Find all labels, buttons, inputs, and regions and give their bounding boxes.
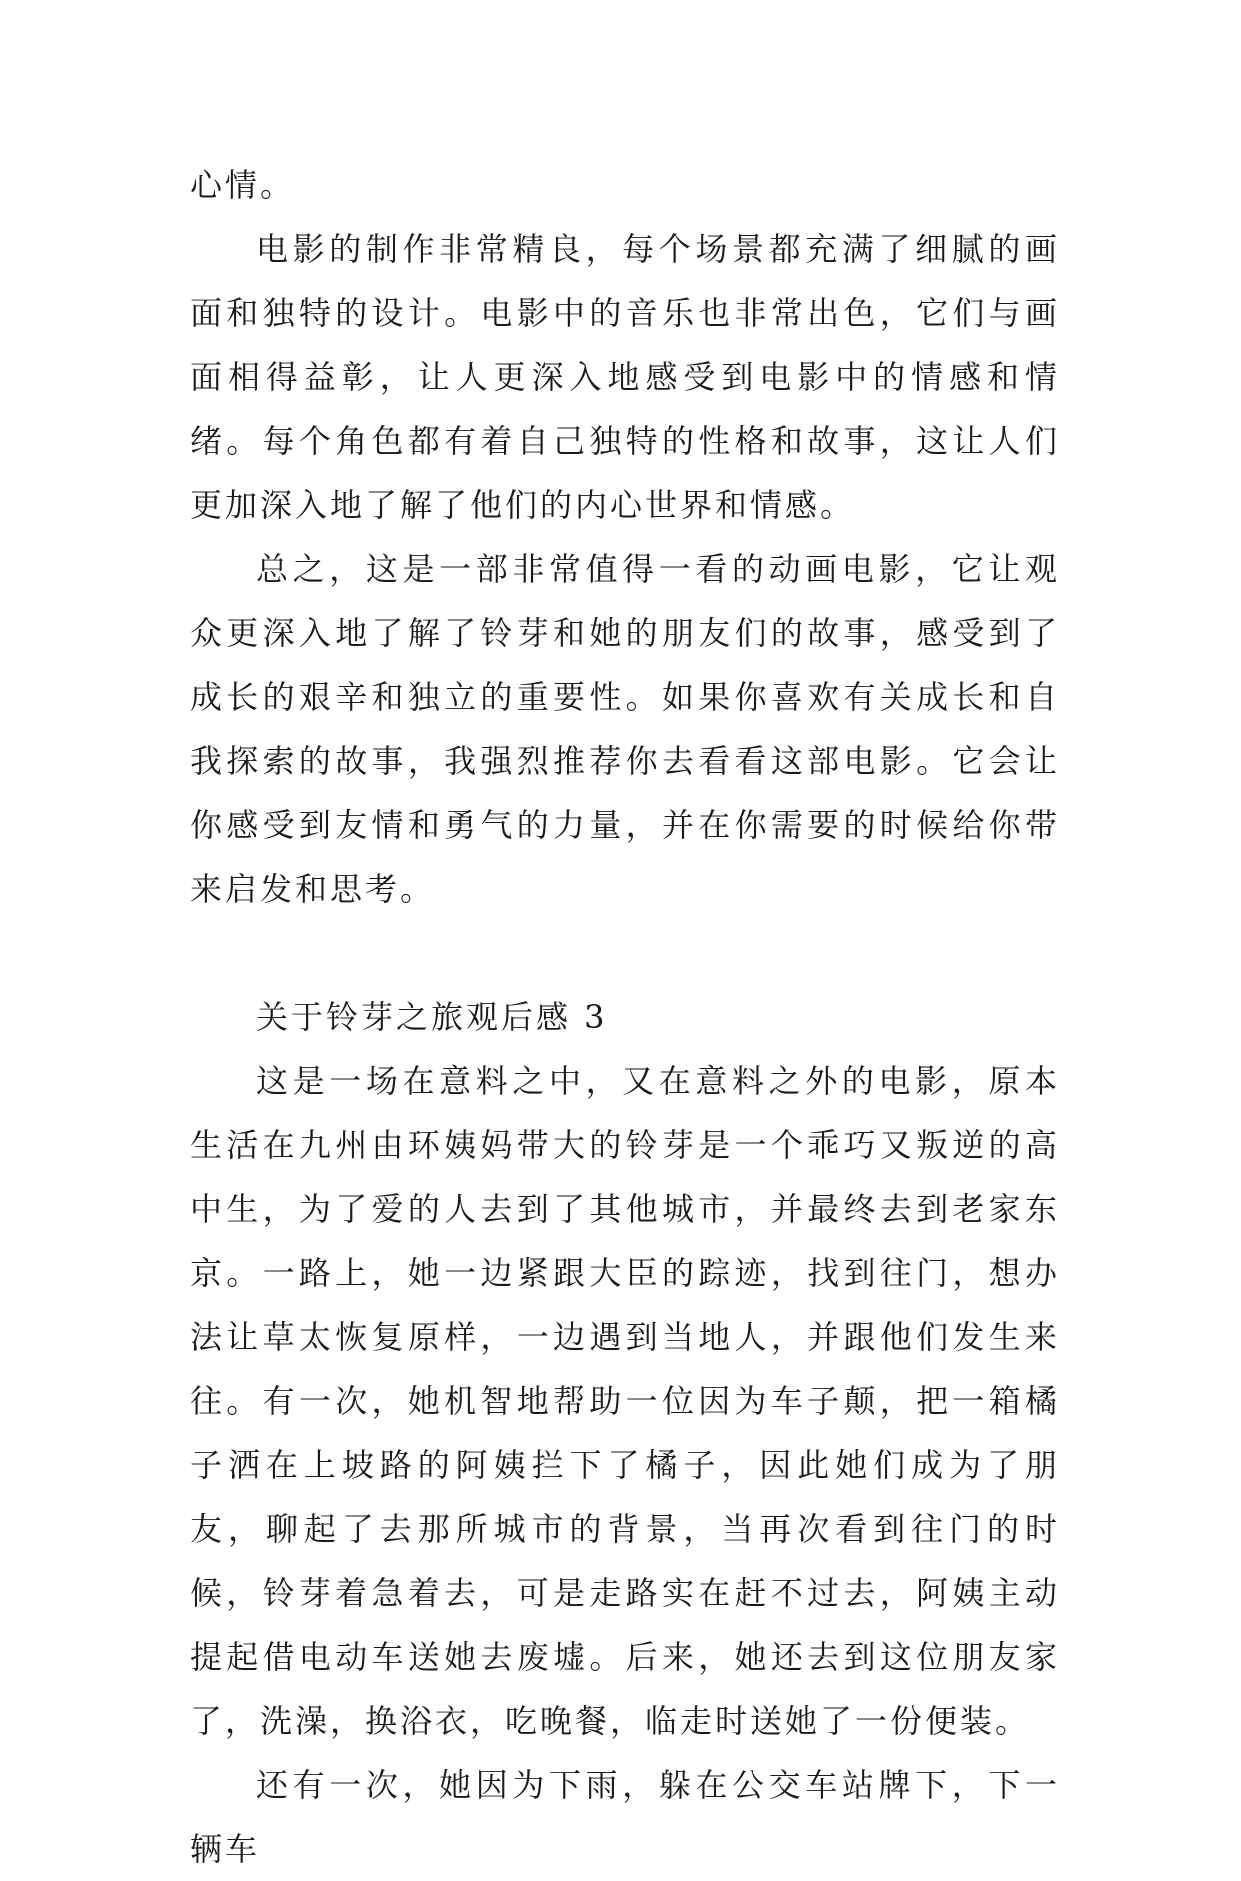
paragraph-conclusion: 总之，这是一部非常值得一看的动画电影，它让观众更深入地了解了铃芽和她的朋友们的故事，感受到了成长的艰辛和独立的重要性。如果你喜欢有关成长和自我探索的故事，我强烈推荐你去看看这部电影。它会让你感受到友情和勇气的力量，并在你需要的时候给你带来启发和思考。 (190, 550, 1060, 908)
paragraph-continuation: 心情。 (190, 166, 296, 204)
paragraph-story: 这是一场在意料之中，又在意料之外的电影，原本生活在九州由环姨妈带大的铃芽是一个乖巧又叛逆的高中生，为了爱的人去到了其他城市，并最终去到老家东京。一路上，她一边紧跟大臣的踪迹，找到往门，想办法让草太恢复原样，一边遇到当地人，并跟他们发生来往。有一次，她机智地帮助一位因为车子颠，把一箱橘子洒在上坡路的阿姨拦下了橘子，因此她们成为了朋友，聊起了去那所城市的背景，当再次看到往门的时候，铃芽着急着去，可是走路实在赶不过去，阿姨主动提起借电动车送她去废墟。后来，她还去到这位朋友家了，洗澡，换浴衣，吃晚餐，临走时送她了一份便装。 (190, 1062, 1060, 1740)
document-body (190, 153, 1060, 1881)
paragraph-production: 电影的制作非常精良，每个场景都充满了细腻的画面和独特的设计。电影中的音乐也非常出色，它们与画面相得益彰，让人更深入地感受到电影中的情感和情绪。每个角色都有着自己独特的性格和故事，这让人们更加深入地了解了他们的内心世界和情感。 (190, 230, 1060, 524)
section-title: 关于铃芽之旅观后感 3 (256, 998, 608, 1036)
paragraph-rain: 还有一次，她因为下雨，躲在公交车站牌下，下一辆车 (190, 1766, 1060, 1868)
